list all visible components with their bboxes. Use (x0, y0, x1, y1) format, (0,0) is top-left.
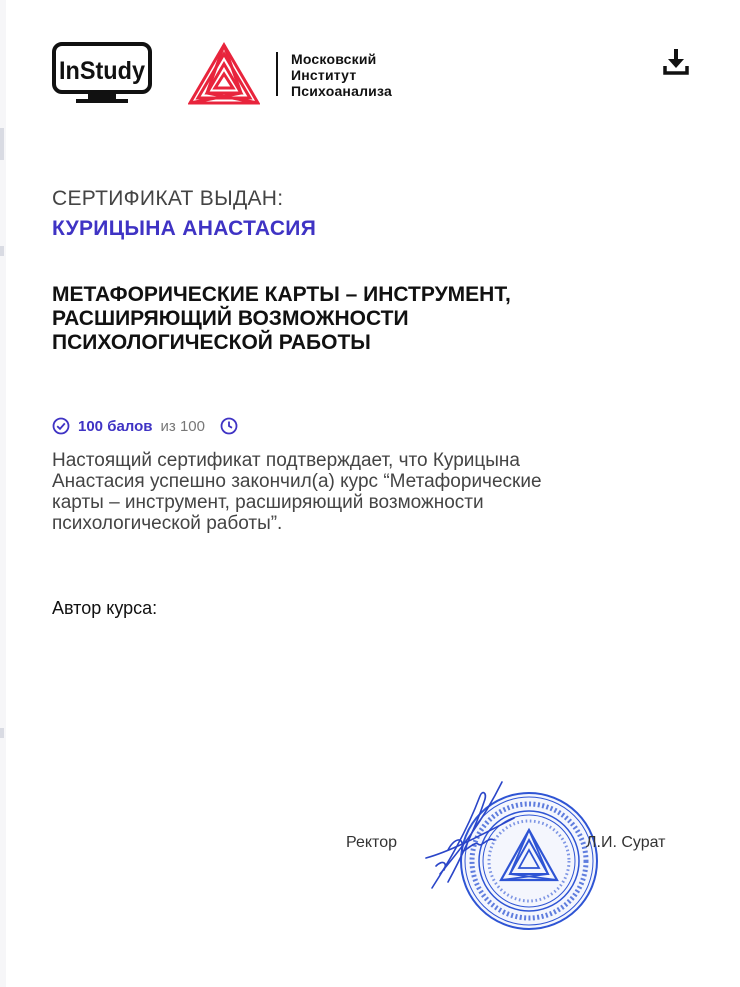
course-title-line: ПСИХОЛОГИЧЕСКОЙ РАБОТЫ (52, 331, 371, 354)
check-circle-icon (52, 417, 70, 435)
score-row (52, 416, 238, 436)
description-line: карты – инструмент, расширяющий возможности (52, 492, 484, 513)
rector-signature (418, 778, 528, 898)
score-total: из 100 (160, 417, 205, 435)
institute-name-line: Психоанализа (291, 83, 392, 99)
clock-icon (220, 417, 238, 435)
institute-name-line: Московский (291, 51, 377, 67)
svg-text:InStudy: InStudy (59, 57, 146, 85)
score-value: 100 балов (78, 417, 153, 435)
left-scroll-rail (0, 0, 6, 987)
institute-name (291, 51, 392, 99)
course-title-line: МЕТАФОРИЧЕСКИЕ КАРТЫ – ИНСТРУМЕНТ, (52, 283, 511, 306)
course-title (52, 283, 672, 355)
institute-name-line: Институт (291, 67, 357, 83)
course-author-label: Автор курса: (52, 598, 158, 618)
rector-name: Л.И. Сурат (586, 834, 666, 851)
description-line: Настоящий сертификат подтверждает, что Курицына (52, 450, 520, 471)
rail-marker (0, 728, 4, 738)
download-icon[interactable] (662, 47, 690, 77)
issued-label: СЕРТИФИКАТ ВЫДАН: (52, 187, 284, 210)
institute-logo (188, 42, 260, 106)
course-title-line: РАСШИРЯЮЩИЙ ВОЗМОЖНОСТИ (52, 307, 409, 330)
rail-marker (0, 246, 4, 256)
rail-marker (0, 128, 4, 160)
signature-block (330, 778, 690, 958)
recipient-name: КУРИЦЫНА АНАСТАСИЯ (52, 217, 317, 240)
description-line: Анастасия успешно закончил(а) курс “Метафорические (52, 471, 542, 492)
instudy-logo (52, 42, 152, 104)
certificate-description (52, 450, 682, 534)
rector-label: Ректор (346, 834, 397, 851)
logo-divider (276, 52, 278, 96)
description-line: психологической работы”. (52, 513, 283, 534)
